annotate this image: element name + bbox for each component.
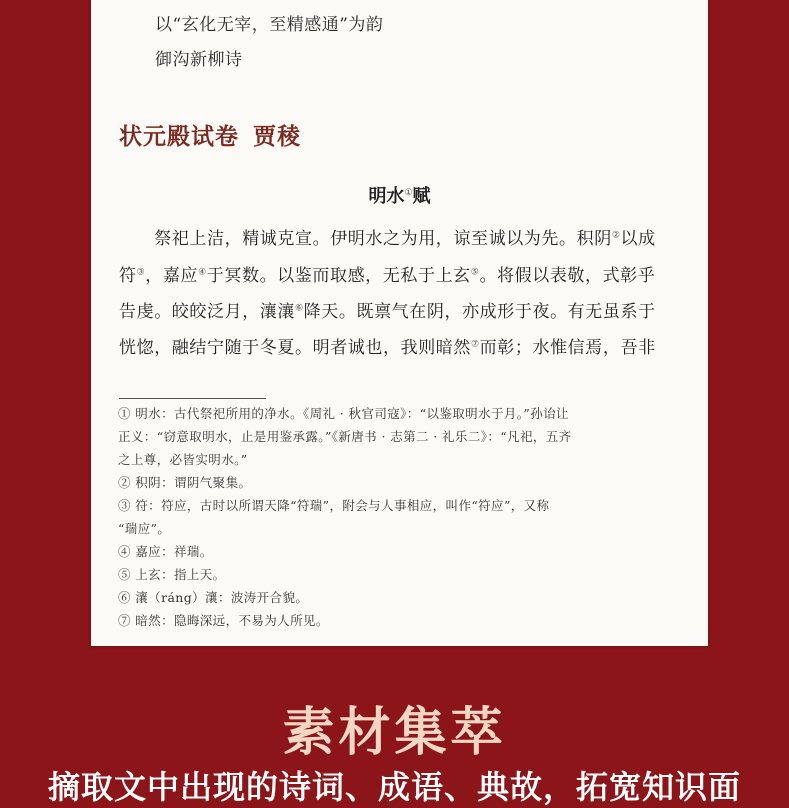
body-text: 以成 bbox=[620, 229, 656, 249]
footnote-line: 之上尊，必皆实明水。” bbox=[118, 452, 248, 467]
body-line-4 bbox=[119, 333, 691, 358]
body-text: 恍惚，融结宁随于冬夏。明者诚也，我则暗然 bbox=[119, 338, 471, 358]
footnote-line: ⑦ 暗然：隐晦深远，不易为人所见。 bbox=[118, 613, 329, 628]
body-text: 。将假以表敬，式彰乎 bbox=[479, 266, 656, 286]
body-text: ，嘉应 bbox=[145, 266, 199, 286]
poem-title-previous: 御沟新柳诗 bbox=[155, 50, 243, 70]
footnote-line: ⑤ 上玄：指上天。 bbox=[118, 567, 226, 582]
body-text: 符 bbox=[119, 266, 137, 286]
banner-title: 素材集萃 bbox=[282, 703, 507, 763]
footnote-marker: ⑤ bbox=[470, 267, 480, 278]
footnote-line: 正义：“窃意取明水，止是用鉴承露。”《新唐书 · 志第二 · 礼乐二》：“凡祀，五齐 bbox=[118, 429, 572, 444]
body-line-2 bbox=[119, 261, 691, 286]
body-text: 祭祀上洁，精诚克宣。伊明水之为用，谅至诚以为先。积阴 bbox=[119, 229, 612, 249]
body-text: 于冥数。以鉴而取感，无私于上玄 bbox=[206, 266, 471, 286]
footnote-line: ④ 嘉应：祥瑞。 bbox=[118, 544, 213, 559]
poem-title: 明水①赋 bbox=[368, 186, 431, 207]
footnote-line: ⑥ 瀼（ráng）瀼：波涛开合貌。 bbox=[118, 590, 309, 605]
body-line-1 bbox=[119, 224, 691, 249]
body-text: 降天。既禀气在阴，亦成形于夜。有无虽系于 bbox=[303, 302, 656, 322]
footnote-line: ① 明水：古代祭祀所用的净水。《周礼 · 秋官司寇》：“以鉴取明水于月。”孙诒让 bbox=[118, 406, 569, 421]
footnote-marker: ③ bbox=[136, 267, 146, 278]
footnote-marker: ④ bbox=[198, 267, 207, 278]
section-heading bbox=[119, 118, 301, 151]
footnote-marker: ① bbox=[404, 188, 413, 198]
footnote-line: ③ 符：符应，古时以所谓天降“符瑞”，附会与人事相应，叫作“符应”，又称 bbox=[118, 498, 550, 513]
footnote-divider bbox=[119, 398, 266, 399]
footnote-line: ② 积阴：谓阴气聚集。 bbox=[118, 475, 252, 490]
footnote-marker: ⑦ bbox=[471, 339, 480, 350]
body-text: 而彰；水惟信焉，吾非 bbox=[479, 338, 656, 358]
footnote-marker: ② bbox=[611, 230, 621, 241]
body-line-3 bbox=[119, 297, 691, 322]
rhyme-instruction: 以“玄化无宰，至精感通”为韵 bbox=[155, 15, 384, 35]
body-text: 告虔。皎皎泛月，瀼瀼 bbox=[119, 302, 295, 322]
footnote-line: “瑞应”。 bbox=[118, 521, 171, 536]
book-page bbox=[91, 0, 708, 646]
footnote-marker: ⑥ bbox=[295, 303, 304, 314]
section-title: 状元殿试卷 bbox=[119, 123, 239, 150]
section-author: 贾稜 bbox=[253, 123, 301, 150]
banner-subtitle: 摘取文中出现的诗词、成语、典故，拓宽知识面 bbox=[47, 768, 741, 806]
